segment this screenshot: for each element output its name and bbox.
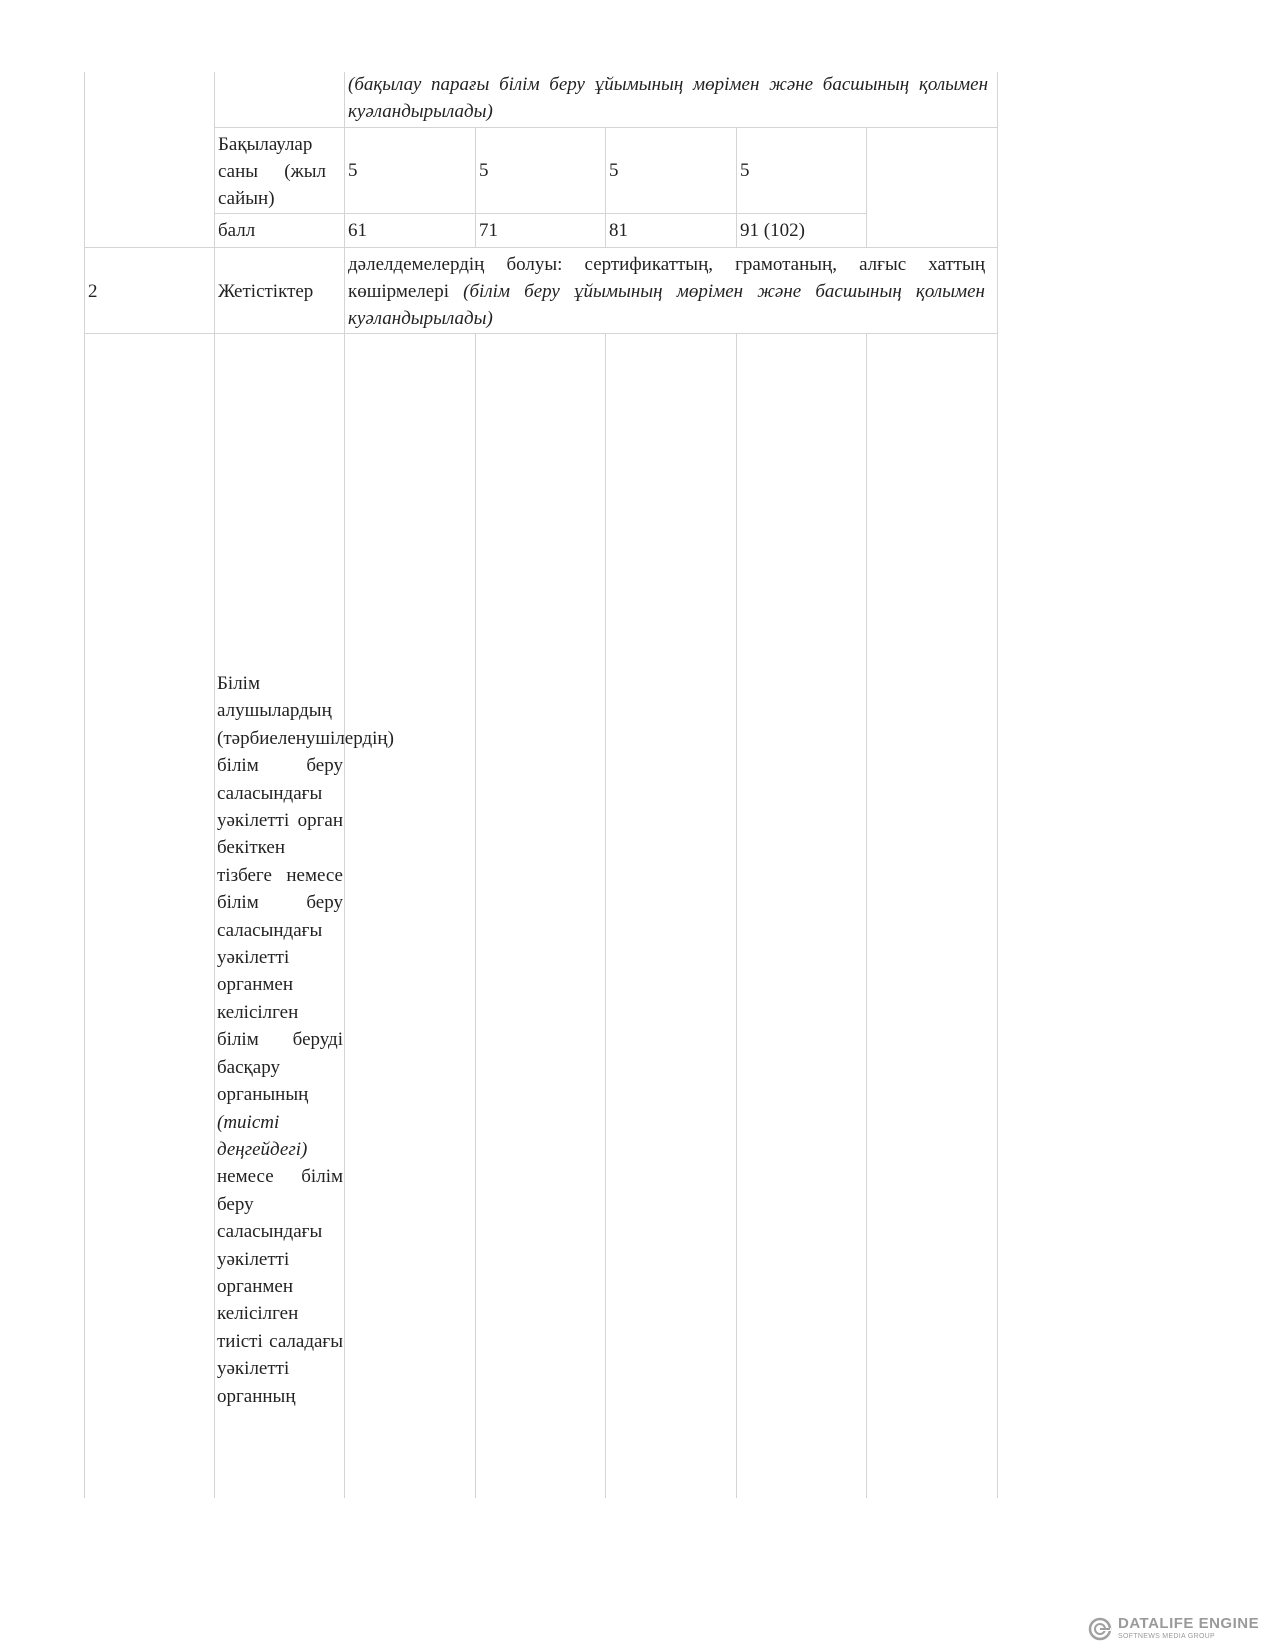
column-divider-6-top xyxy=(866,128,867,248)
continued-note-text: (бақылау парағы білім беру ұйымының мөрімен және басшының қолымен куәландырылады) xyxy=(348,74,988,122)
points-value-1: 61 xyxy=(348,220,367,241)
row-divider-4 xyxy=(84,333,998,334)
row-divider-3 xyxy=(84,247,998,248)
achievements-description-plain: дәлелдемелердің болуы: сертификаттың, грамотаның, алғыс хаттың көшірмелері xyxy=(348,254,985,302)
column-divider-5-top xyxy=(736,128,737,248)
achievements-description-italic: (білім беру ұйымының мөрімен және басшының қолымен куәландырылады) xyxy=(348,281,985,329)
column-divider-2 xyxy=(344,72,345,1498)
table-border-right xyxy=(997,72,998,1498)
column-divider-5-bottom xyxy=(736,334,737,1498)
watermark-title: DATALIFE ENGINE xyxy=(1118,1615,1260,1632)
students-label-part2: немесе білім беру саласындағы уәкілетті органмен келісілген тиісті саладағы уәкілетті органның xyxy=(217,1166,343,1407)
datalife-logo-icon xyxy=(1088,1617,1112,1641)
students-row-label xyxy=(217,670,394,1410)
column-divider-1 xyxy=(214,72,215,1498)
table-border-left xyxy=(84,72,85,1498)
column-divider-3-top xyxy=(475,128,476,248)
points-label: балл xyxy=(218,220,256,241)
column-divider-4-top xyxy=(605,128,606,248)
observations-value-2: 5 xyxy=(479,160,489,181)
observations-value-4: 5 xyxy=(740,160,750,181)
watermark-subtitle: SOFTNEWS MEDIA GROUP xyxy=(1118,1633,1216,1640)
achievements-label: Жетістіктер xyxy=(218,281,314,302)
points-value-2: 71 xyxy=(479,220,498,241)
students-label-italic: (тиісті деңгейдегі) xyxy=(217,1111,308,1160)
watermark xyxy=(1088,1615,1258,1645)
column-divider-3-bottom xyxy=(475,334,476,1498)
achievements-number: 2 xyxy=(88,281,98,302)
observations-value-1: 5 xyxy=(348,160,358,181)
achievements-description xyxy=(348,251,985,332)
continued-note-cell xyxy=(348,71,988,125)
observations-value-3: 5 xyxy=(609,160,619,181)
students-label-part1: Білім алушылардың (тәрбиеленушілердің) білім беру саласындағы уәкілетті орган бекіткен тізбеге немесе білім беру саласындағы уәкілетті органмен келісілген білім беруді басқару органының xyxy=(217,673,394,1106)
points-value-3: 81 xyxy=(609,220,628,241)
row-divider-2 xyxy=(214,213,867,214)
points-value-4: 91 (102) xyxy=(740,220,805,241)
column-divider-4-bottom xyxy=(605,334,606,1498)
column-divider-6-bottom xyxy=(866,334,867,1498)
observations-label: Бақылаулар саны (жыл сайын) xyxy=(218,134,326,209)
row-divider-1 xyxy=(214,127,998,128)
